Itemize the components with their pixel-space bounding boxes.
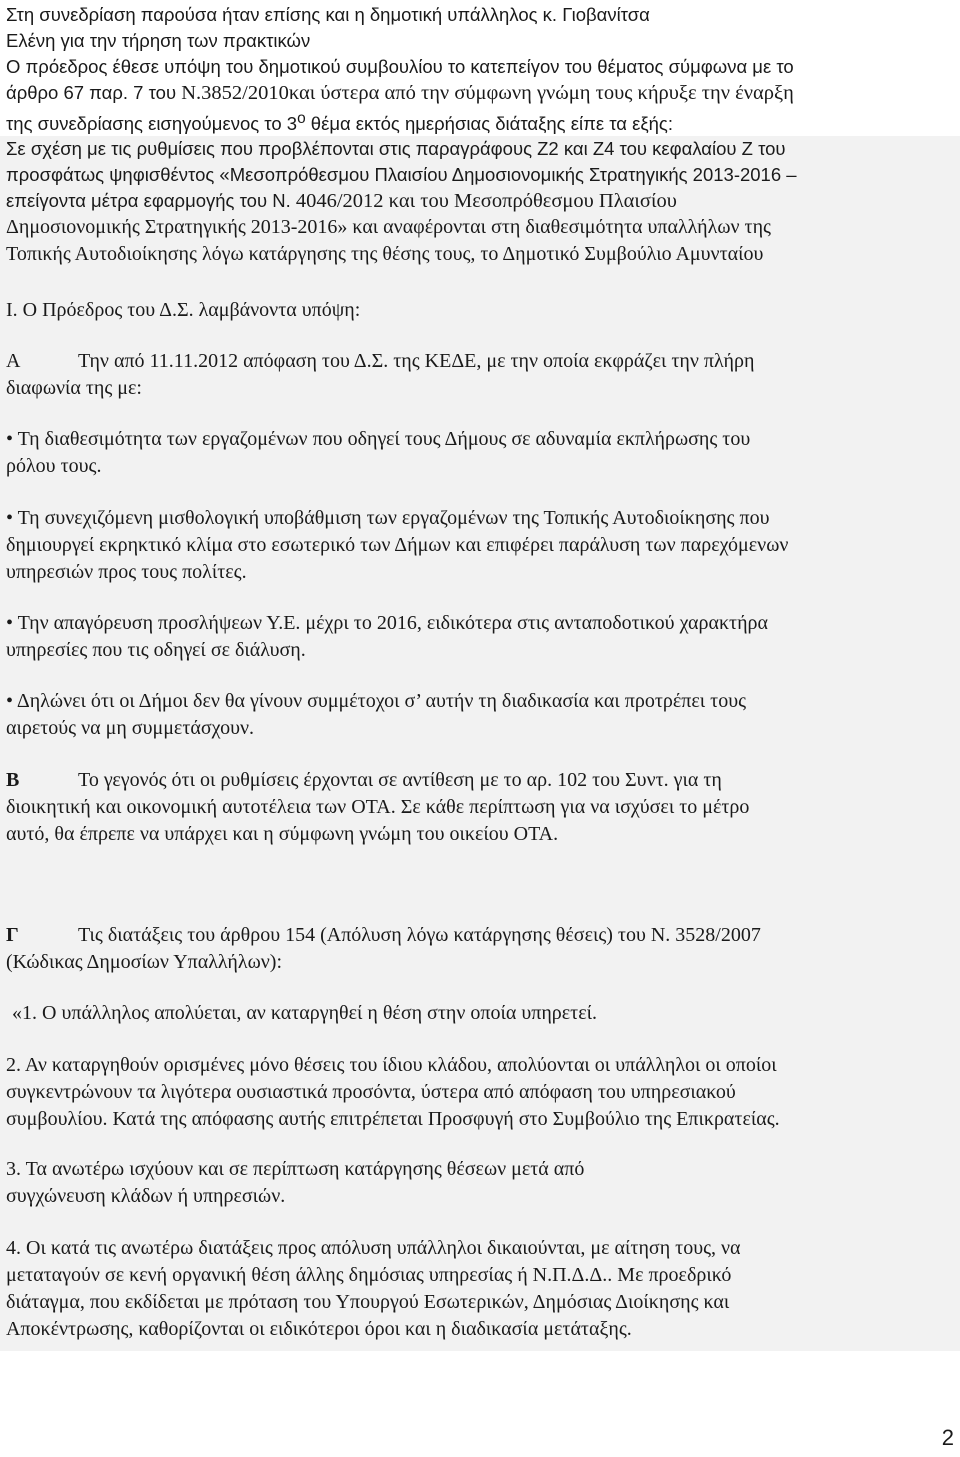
section-g-line-1 xyxy=(6,922,956,949)
proposal-line-3-end: 4046/2012 και του Μεσοπρόθεσμου Πλαισίου xyxy=(295,190,677,212)
quote-item xyxy=(6,1235,956,1343)
section-b-line-3: αυτό, θα έπρεπε να υπάρχει και η σύμφωνη γνώμη του οικείου ΟΤΑ. xyxy=(6,823,559,845)
section-a-letter: Α xyxy=(6,350,21,372)
section-b-paragraph xyxy=(6,767,956,848)
section-b-text-1: Το γεγονός ότι οι ρυθμίσεις έρχονται σε αντίθεση με το αρ. 102 του Συντ. για τη xyxy=(78,769,722,791)
bullet-line: • Την απαγόρευση προσλήψεων Υ.Ε. μέχρι το 2016, ειδικότερα στις ανταποδοτικού χαρακτήρα xyxy=(6,612,768,634)
bullet-item xyxy=(6,426,956,480)
section-i-heading: Ι. Ο Πρόεδρος του Δ.Σ. λαμβάνοντα υπόψη: xyxy=(6,299,361,321)
quote-item xyxy=(6,1156,956,1210)
quote-line: μεταταγούν σε κενή οργανική θέση άλλης δημόσιας υπηρεσίας ή Ν.Π.Δ.Δ.. Με προεδρικό xyxy=(6,1264,732,1286)
intro-line-3: Ο πρόεδρος έθεσε υπόψη του δημοτικού συμβουλίου το κατεπείγον του θέματος σύμφωνα με το xyxy=(6,56,794,77)
section-g-text-1: Τις διατάξεις του άρθρου 154 (Απόλυση λόγω κατάργησης θέσεις) του Ν. 3528/2007 xyxy=(78,924,761,946)
bullet-item xyxy=(6,505,956,586)
intro-line-5-start: της συνεδρίασης εισηγούμενος το 3 xyxy=(6,113,298,135)
quote-line: Αποκέντρωσης, καθορίζονται οι ειδικότεροι όροι και η διαδικασία μετάταξης. xyxy=(6,1318,632,1340)
quote-line: 4. Οι κατά τις ανωτέρω διατάξεις προς απόλυση υπάλληλοι δικαιούνται, με αίτηση τους, να xyxy=(6,1237,741,1259)
bullet-line: υπηρεσίες που τις οδηγεί σε διάλυση. xyxy=(6,639,306,661)
intro-line-5 xyxy=(6,106,956,137)
intro-paragraph xyxy=(6,2,956,137)
bullet-line: • Τη διαθεσιμότητα των εργαζομένων που οδηγεί τους Δήμους σε αδυναμία εκπλήρωσης του xyxy=(6,428,751,450)
proposal-line-4: Δημοσιονομικής Στρατηγικής 2013-2016» και αναφέρονται στη διαθεσιμότητα υπαλλήλων της xyxy=(6,216,771,238)
bullet-line: υπηρεσιών προς τους πολίτες. xyxy=(6,561,247,583)
intro-line-5-superscript: ο xyxy=(297,110,306,127)
quote-item xyxy=(6,1052,956,1133)
page-number: 2 xyxy=(941,1425,954,1450)
proposal-line-3-start: επείγοντα μέτρα εφαρμογής του Ν. xyxy=(6,190,296,211)
section-g-line-2: (Κώδικας Δημοσίων Υπαλλήλων): xyxy=(6,951,283,973)
section-a-line-1 xyxy=(6,348,956,375)
bullet-line: αιρετούς να μη συμμετάσχουν. xyxy=(6,717,255,739)
intro-line-4-law: Ν.3852/2010και ύστερα από την σύμφωνη γνώμη τους κήρυξε την έναρξη xyxy=(181,82,794,104)
section-b-line-1 xyxy=(6,767,956,794)
bullet-line: δημιουργεί εκρηκτικό κλίμα στο εσωτερικό των Δήμων και επιφέρει παράλυση των παρεχόμενων xyxy=(6,534,789,556)
proposal-line-1: Σε σχέση με τις ρυθμίσεις που προβλέπονται στις παραγράφους Ζ2 και Ζ4 του κεφαλαίου Ζ του xyxy=(6,138,786,159)
section-g-paragraph xyxy=(6,922,956,976)
section-b-line-2: διοικητική και οικονομική αυτοτέλεια των ΟΤΑ. Σε κάθε περίπτωση για να ισχύσει το μέτρο xyxy=(6,796,750,818)
section-a-line-2: διαφωνία της με: xyxy=(6,377,142,399)
proposal-line-2: προσφάτως ψηφισθέντος «Μεσοπρόθεσμου Πλαισίου Δημοσιονομικής Στρατηγικής 2013-2016 – xyxy=(6,164,797,185)
section-g-letter: Γ xyxy=(6,924,19,946)
section-a-paragraph xyxy=(6,348,956,402)
intro-line-4 xyxy=(6,80,956,106)
proposal-line-3 xyxy=(6,188,956,214)
bullet-item xyxy=(6,688,956,742)
bullet-line: • Δηλώνει ότι οι Δήμοι δεν θα γίνουν συμμέτοχοι σ’ αυτήν τη διαδικασία και προτρέπει τους xyxy=(6,690,747,712)
bullet-item xyxy=(6,610,956,664)
proposal-paragraph xyxy=(6,136,956,268)
bullet-line: ρόλου τους. xyxy=(6,455,102,477)
quote-line: 3. Τα ανωτέρω ισχύουν και σε περίπτωση κατάργησης θέσεων μετά από xyxy=(6,1158,585,1180)
quote-item xyxy=(12,1000,960,1027)
proposal-line-5: Τοπικής Αυτοδιοίκησης λόγω κατάργησης της θέσης τους, το Δημοτικό Συμβούλιο Αμυνταίου xyxy=(6,243,764,265)
intro-line-4-start: άρθρο 67 παρ. 7 του xyxy=(6,82,182,103)
bullet-line: • Τη συνεχιζόμενη μισθολογική υποβάθμιση των εργαζομένων της Τοπικής Αυτοδιοίκησης που xyxy=(6,507,770,529)
quote-line: «1. Ο υπάλληλος απολύεται, αν καταργηθεί η θέση στην οποία υπηρετεί. xyxy=(12,1002,597,1024)
section-b-letter: Β xyxy=(6,769,20,791)
intro-line-2: Ελένη για την τήρηση των πρακτικών xyxy=(6,30,311,51)
intro-line-5-end: θέμα εκτός ημερήσιας διάταξης είπε τα εξής: xyxy=(305,113,673,135)
intro-line-1: Στη συνεδρίαση παρούσα ήταν επίσης και η δημοτική υπάλληλος κ. Γιοβανίτσα xyxy=(6,4,650,25)
quote-line: 2. Αν καταργηθούν ορισμένες μόνο θέσεις του ίδιου κλάδου, απολύονται οι υπάλληλοι οι οποίοι xyxy=(6,1054,777,1076)
quote-line: διάταγμα, που εκδίδεται με πρόταση του Υπουργού Εσωτερικών, Δημόσιας Διοίκησης και xyxy=(6,1291,730,1313)
quote-line: συμβουλίου. Κατά της απόφασης αυτής επιτρέπεται Προσφυγή στο Συμβούλιο της Επικρατείας. xyxy=(6,1108,780,1130)
section-a-text-1: Την από 11.11.2012 απόφαση του Δ.Σ. της ΚΕΔΕ, με την οποία εκφράζει την πλήρη xyxy=(78,350,755,372)
quote-line: συγκεντρώνουν τα λιγότερα ουσιαστικά προσόντα, ύστερα από απόφαση του υπηρεσιακού xyxy=(6,1081,736,1103)
quote-line: συγχώνευση κλάδων ή υπηρεσιών. xyxy=(6,1185,286,1207)
